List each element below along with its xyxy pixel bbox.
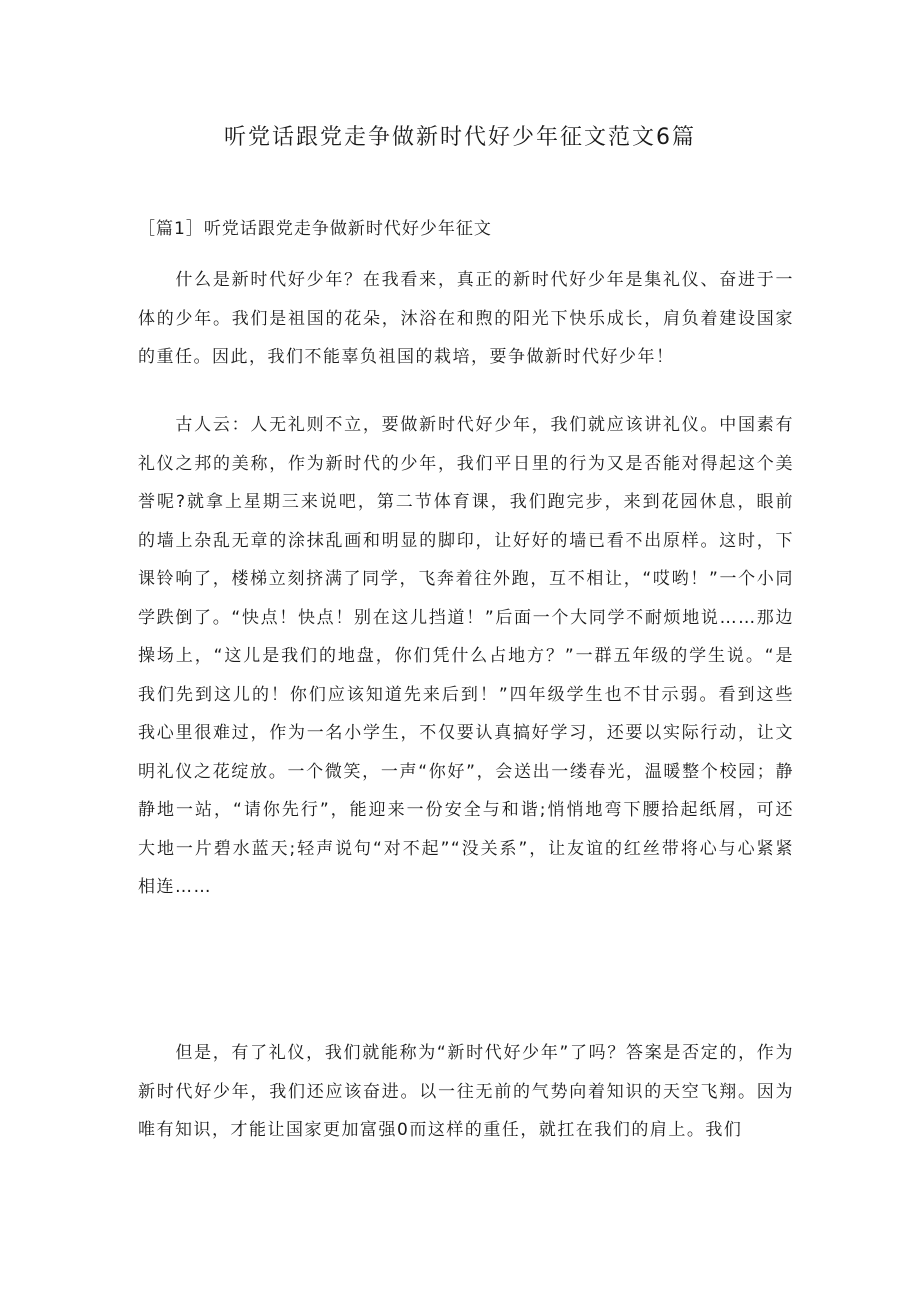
section-heading: ［篇1］听党话跟党走争做新时代好少年征文	[138, 219, 492, 239]
document-title: 听党话跟党走争做新时代好少年征文范文6篇	[224, 125, 696, 150]
paragraph-2: 古人云：人无礼则不立，要做新时代好少年，我们就应该讲礼仪。中国素有礼仪之邦的美称，作为新时代的少年，我们平日里的行为又是否能对得起这个美誉呢?就拿上星期三来说吧，第二节体育课，我们跑完步，来到花园休息，眼前的墙上杂乱无章的涂抹乱画和明显的脚印，让好好的墙已看不出原样。这时，下课铃响了，楼梯立刻挤满了同学，飞奔着往外跑，互不相让，“哎哟！”一个小同学跌倒了。“快点！快点！别在这儿挡道！”后面一个大同学不耐烦地说……那边操场上，“这儿是我们的地盘，你们凭什么占地方？”一群五年级的学生说。“是我们先到这儿的！你们应该知道先来后到！”四年级学生也不甘示弱。看到这些我心里很难过，作为一名小学生，不仅要认真搞好学习，还要以实际行动，让文明礼仪之花绽放。一个微笑，一声“你好”，会送出一缕春光，温暖整个校园；静静地一站，“请你先行”，能迎来一份安全与和谐;悄悄地弯下腰拾起纸屑，可还大地一片碧水蓝天;轻声说句“对不起”“没关系”，让友谊的红丝带将心与心紧紧相连……	[138, 415, 794, 897]
paragraph-1: 什么是新时代好少年？在我看来，真正的新时代好少年是集礼仪、奋进于一体的少年。我们是祖国的花朵，沐浴在和煦的阳光下快乐成长，肩负着建设国家的重任。因此，我们不能辜负祖国的栽培，要争做新时代好少年！	[138, 270, 794, 367]
paragraph-3: 但是，有了礼仪，我们就能称为“新时代好少年”了吗？答案是否定的，作为新时代好少年，我们还应该奋进。以一往无前的气势向着知识的天空飞翔。因为唯有知识，才能让国家更加富强0而这样的重任，就扛在我们的肩上。我们	[138, 1043, 794, 1140]
